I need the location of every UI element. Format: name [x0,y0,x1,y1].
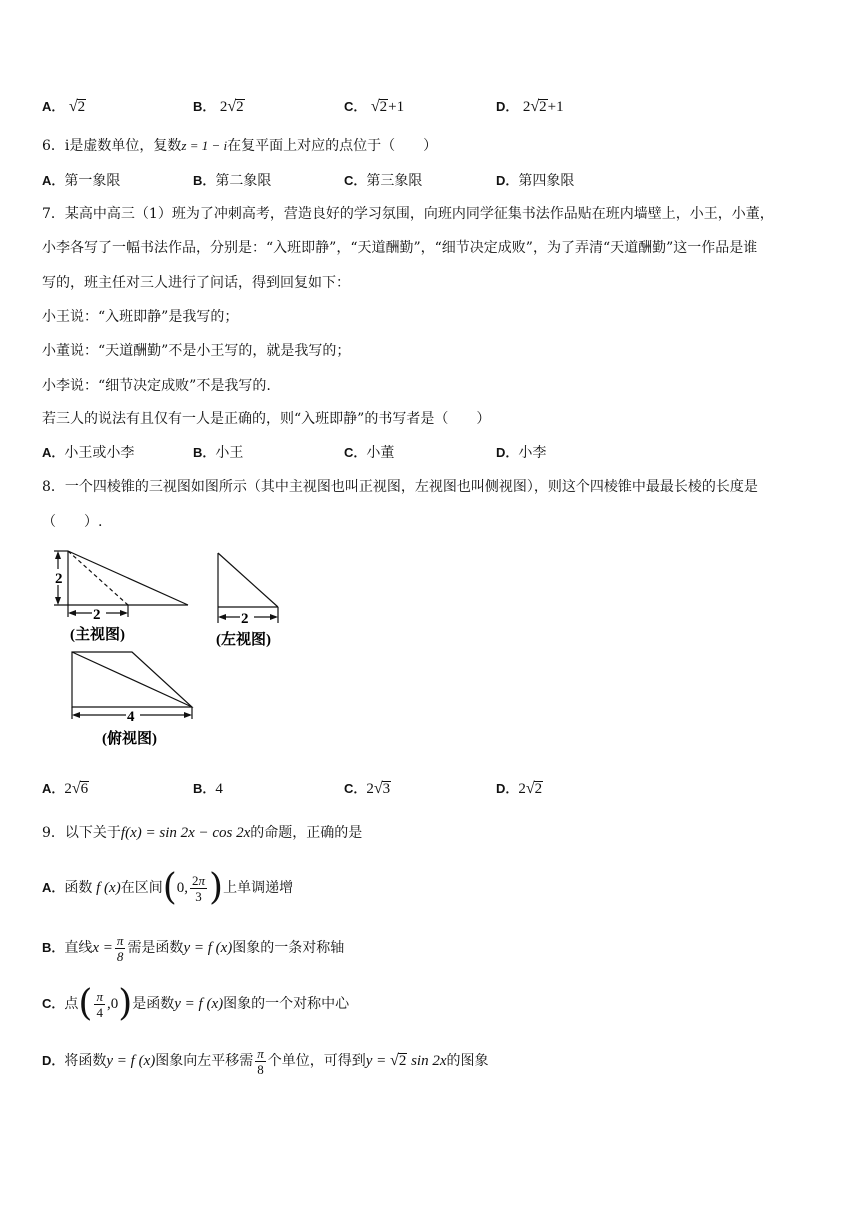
q9-option-c: C．点( $\frac{\pi}{4}$ ,0)是函数y = f (x)图象的一个对称中心 [42,983,350,1024]
fx-expr: y = f (x) [174,996,224,1012]
option-text: 点 [64,996,79,1012]
q5-option-d [496,96,564,118]
side-view-caption: (左视图) [216,632,271,648]
option-label: B． [193,99,216,114]
q6-option-a [42,170,120,192]
q8-line: （ ）. [42,514,103,530]
option-text: 小董 [366,445,395,461]
option-expr: 2√2+1 [522,98,564,115]
option-text: 是函数 [132,996,175,1012]
option-label: A． [42,99,65,114]
option-expr: 2√3 [366,780,391,797]
q6-option-c [344,170,422,192]
q8-option-a [42,778,89,800]
option-expr: 4 [215,781,223,797]
q9-stem [42,823,362,843]
option-expr: 2√2 [219,98,244,115]
option-text: 小王或小李 [64,445,135,461]
option-text: 的图象 [446,1053,489,1069]
result-expr: y = √2 sin 2x [365,1052,447,1069]
q5-option-c [344,96,404,118]
option-label: C． [344,173,367,188]
q7-line: 若三人的说法有且仅有一人是正确的，则“入班即静”的书写者是（ ） [42,411,491,427]
option-text: 小李 [518,445,547,461]
option-text: 需是函数 [127,940,184,956]
q6-text-post: 在复平面上对应的点位于（ ） [227,138,438,154]
option-text: 将函数 [64,1053,107,1069]
q7-line: 小董说：“天道酬勤”不是小王写的，就是我写的； [42,343,351,359]
option-label: A． [42,880,65,895]
line-eq: x = $\frac{\pi}{8}$ [92,933,124,965]
fx-expr: y = f (x) [183,940,233,956]
interval-expr: 0, $\frac{2\pi}{3}$ [176,873,206,905]
q5-option-b [193,96,245,118]
front-dim-horizontal: 2 [93,607,101,623]
q9-option-b [42,933,344,964]
option-label: D． [42,1053,65,1068]
option-label: B． [193,173,216,188]
q7-line: 小王说：“入班即静”是我写的； [42,309,239,325]
option-text: 第二象限 [215,173,272,189]
q5-option-a [42,96,86,118]
option-label: B． [42,940,65,955]
top-dim: 4 [127,709,135,725]
q6-expr: z = 1 − i [181,138,228,153]
question-number: 6． [42,138,65,154]
option-text: 小王 [215,445,244,461]
q7-line: 小李各写了一幅书法作品，分别是：“入班即静”，“天道酬勤”，“细节决定成败”，为了弄清“天道酬勤”这一作品是谁 [42,240,758,256]
option-text: 个单位，可得到 [267,1053,366,1069]
q9-option-d [42,1046,489,1077]
q9-text-pre: 9．以下关于 [42,825,121,841]
q6-option-d [496,170,574,192]
q9-function: f(x) = sin 2x − cos 2x [120,825,251,841]
option-expr: √2+1 [370,98,405,115]
q7-line: 写的，班主任对三人进行了问话，得到回复如下： [42,275,350,291]
option-text: 直线 [64,940,93,956]
option-text: 图象向左平移需 [155,1053,254,1069]
q8-option-b [193,778,223,800]
option-text: 在区间 [120,880,163,896]
option-label: B． [193,781,216,796]
option-text: 图象的一条对称轴 [232,940,345,956]
option-text: 第四象限 [518,173,575,189]
q7-option-c [344,442,394,464]
three-view-figure [40,545,300,755]
option-expr: √2 [68,98,86,115]
option-expr: 2√2 [518,780,543,797]
option-label: D． [496,173,519,188]
side-dim: 2 [241,611,249,627]
fx-expr: f (x) [92,880,121,896]
option-label: A． [42,173,65,188]
front-view-caption: (主视图) [70,627,125,643]
q8-option-c [344,778,391,800]
q7-line: 7．某高中高三（1）班为了冲刺高考，营造良好的学习氛围，向班内同学征集书法作品贴在班内墙壁上，小王，小董， [42,206,774,222]
option-label: D． [496,781,519,796]
option-label: C． [344,445,367,460]
option-label: D． [496,99,519,114]
q7-option-d [496,442,546,464]
option-label: A． [42,445,65,460]
front-view [54,551,188,617]
q7-line: 小李说：“细节决定成败”不是我写的. [42,378,271,394]
option-text: 上单调递增 [223,880,294,896]
option-text: 图象的一个对称中心 [223,996,350,1012]
q6-stem [42,136,437,156]
option-label: A． [42,781,65,796]
option-label: B． [193,445,216,460]
top-view-caption: (俯视图) [102,731,157,747]
fx-expr: y = f (x) [106,1053,156,1069]
q7-option-a [42,442,134,464]
option-label: C． [344,99,367,114]
option-text: 第三象限 [366,173,423,189]
q9-option-a: A．函数 f (x)在区间(0, $\frac{2\pi}{3}$ )上单调递增 [42,867,294,908]
q6-option-b [193,170,271,192]
option-text: 第一象限 [64,173,121,189]
q8-line: 8．一个四棱锥的三视图如图所示（其中主视图也叫正视图，左视图也叫侧视图），则这个四棱锥中最最长棱的长度是 [42,479,758,495]
option-expr: 2√6 [64,780,89,797]
q9-text-post: 的命题，正确的是 [250,825,363,841]
q8-option-d [496,778,543,800]
point-expr: $\frac{\pi}{4}$ ,0 [96,989,119,1021]
option-label: C． [42,996,65,1011]
shift-expr: $\frac{\pi}{8}$ [257,1046,264,1078]
q6-text-pre: i是虚数单位，复数 [64,138,182,154]
option-label: C． [344,781,367,796]
front-dim-vertical: 2 [55,571,63,587]
option-text: 函数 [64,880,93,896]
option-label: D． [496,445,519,460]
q7-option-b [193,442,243,464]
